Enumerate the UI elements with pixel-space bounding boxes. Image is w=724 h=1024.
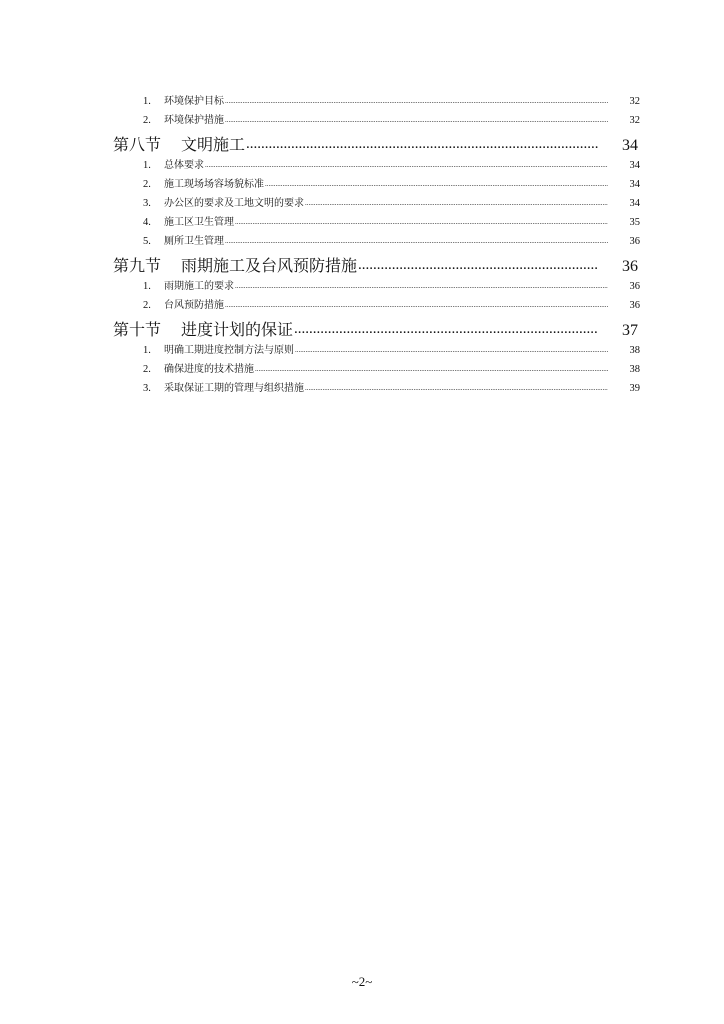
toc-item-page: 36	[629, 281, 640, 292]
dot-leader	[255, 362, 608, 373]
toc-item-page: 34	[629, 198, 640, 209]
dot-leader	[305, 196, 608, 207]
toc-item-page: 32	[629, 96, 640, 107]
toc-item[interactable]	[0, 296, 724, 315]
dot-leader	[235, 215, 608, 226]
toc-item-title: 办公区的要求及工地文明的要求	[164, 198, 304, 209]
toc-item-page: 34	[629, 179, 640, 190]
toc-item-number: 4.	[143, 217, 151, 228]
dot-leader	[225, 234, 608, 245]
toc-item[interactable]	[0, 111, 724, 130]
toc-section-9[interactable]	[0, 253, 724, 275]
toc-item-page: 32	[629, 115, 640, 126]
dot-leader	[294, 318, 598, 335]
toc-item-page: 39	[629, 383, 640, 394]
toc-section-title: 雨期施工及台风预防措施	[181, 256, 358, 275]
toc-item-number: 2.	[143, 364, 151, 375]
dot-leader	[295, 343, 608, 354]
dot-leader	[225, 113, 608, 124]
toc-item[interactable]	[0, 360, 724, 379]
dot-leader	[265, 177, 608, 188]
toc-item-number: 2.	[143, 179, 151, 190]
toc-item-title: 厕所卫生管理	[164, 236, 224, 247]
dot-leader	[235, 279, 608, 290]
toc-item-title: 明确工期进度控制方法与原则	[164, 345, 294, 356]
toc-section-10[interactable]	[0, 317, 724, 339]
toc-item-page: 38	[629, 345, 640, 356]
toc-section-number: 第十节	[113, 320, 162, 339]
toc-item-page: 34	[629, 160, 640, 171]
dot-leader	[225, 94, 608, 105]
toc-item-title: 雨期施工的要求	[164, 281, 234, 292]
toc-item-title: 总体要求	[164, 160, 204, 171]
toc-section-page: 37	[622, 322, 638, 339]
toc-item-title: 确保进度的技术措施	[164, 364, 254, 375]
dot-leader	[225, 298, 608, 309]
toc-item-number: 1.	[143, 345, 151, 356]
dot-leader	[358, 254, 598, 271]
toc-section-title: 文明施工	[181, 135, 246, 154]
toc-section-page: 36	[622, 258, 638, 275]
toc-item[interactable]	[0, 156, 724, 175]
table-of-contents	[0, 92, 724, 398]
toc-section-title: 进度计划的保证	[181, 320, 294, 339]
toc-item[interactable]	[0, 379, 724, 398]
toc-item-number: 3.	[143, 198, 151, 209]
toc-item[interactable]	[0, 175, 724, 194]
toc-item[interactable]	[0, 92, 724, 111]
toc-item-title: 采取保证工期的管理与组织措施	[164, 383, 304, 394]
toc-section-page: 34	[622, 137, 638, 154]
page-footer-number: ~2~	[351, 974, 373, 989]
toc-item-number: 2.	[143, 300, 151, 311]
toc-section-number: 第九节	[113, 256, 162, 275]
toc-item[interactable]	[0, 277, 724, 296]
toc-item-title: 环境保护措施	[164, 115, 224, 126]
toc-section-8[interactable]	[0, 132, 724, 154]
toc-section-number: 第八节	[113, 135, 162, 154]
toc-item[interactable]	[0, 232, 724, 251]
toc-item-number: 3.	[143, 383, 151, 394]
toc-item-number: 1.	[143, 160, 151, 171]
toc-item-page: 36	[629, 236, 640, 247]
toc-item[interactable]	[0, 341, 724, 360]
toc-item-number: 1.	[143, 96, 151, 107]
toc-item-title: 台风预防措施	[164, 300, 224, 311]
toc-item-page: 36	[629, 300, 640, 311]
toc-item-number: 5.	[143, 236, 151, 247]
dot-leader	[246, 133, 598, 150]
toc-item-title: 施工区卫生管理	[164, 217, 234, 228]
toc-item[interactable]	[0, 213, 724, 232]
toc-item-title: 施工现场场容场貌标准	[164, 179, 264, 190]
dot-leader	[305, 381, 608, 392]
toc-item[interactable]	[0, 194, 724, 213]
dot-leader	[205, 158, 608, 169]
toc-item-page: 38	[629, 364, 640, 375]
toc-item-number: 1.	[143, 281, 151, 292]
toc-item-number: 2.	[143, 115, 151, 126]
toc-item-title: 环境保护目标	[164, 96, 224, 107]
toc-item-page: 35	[629, 217, 640, 228]
